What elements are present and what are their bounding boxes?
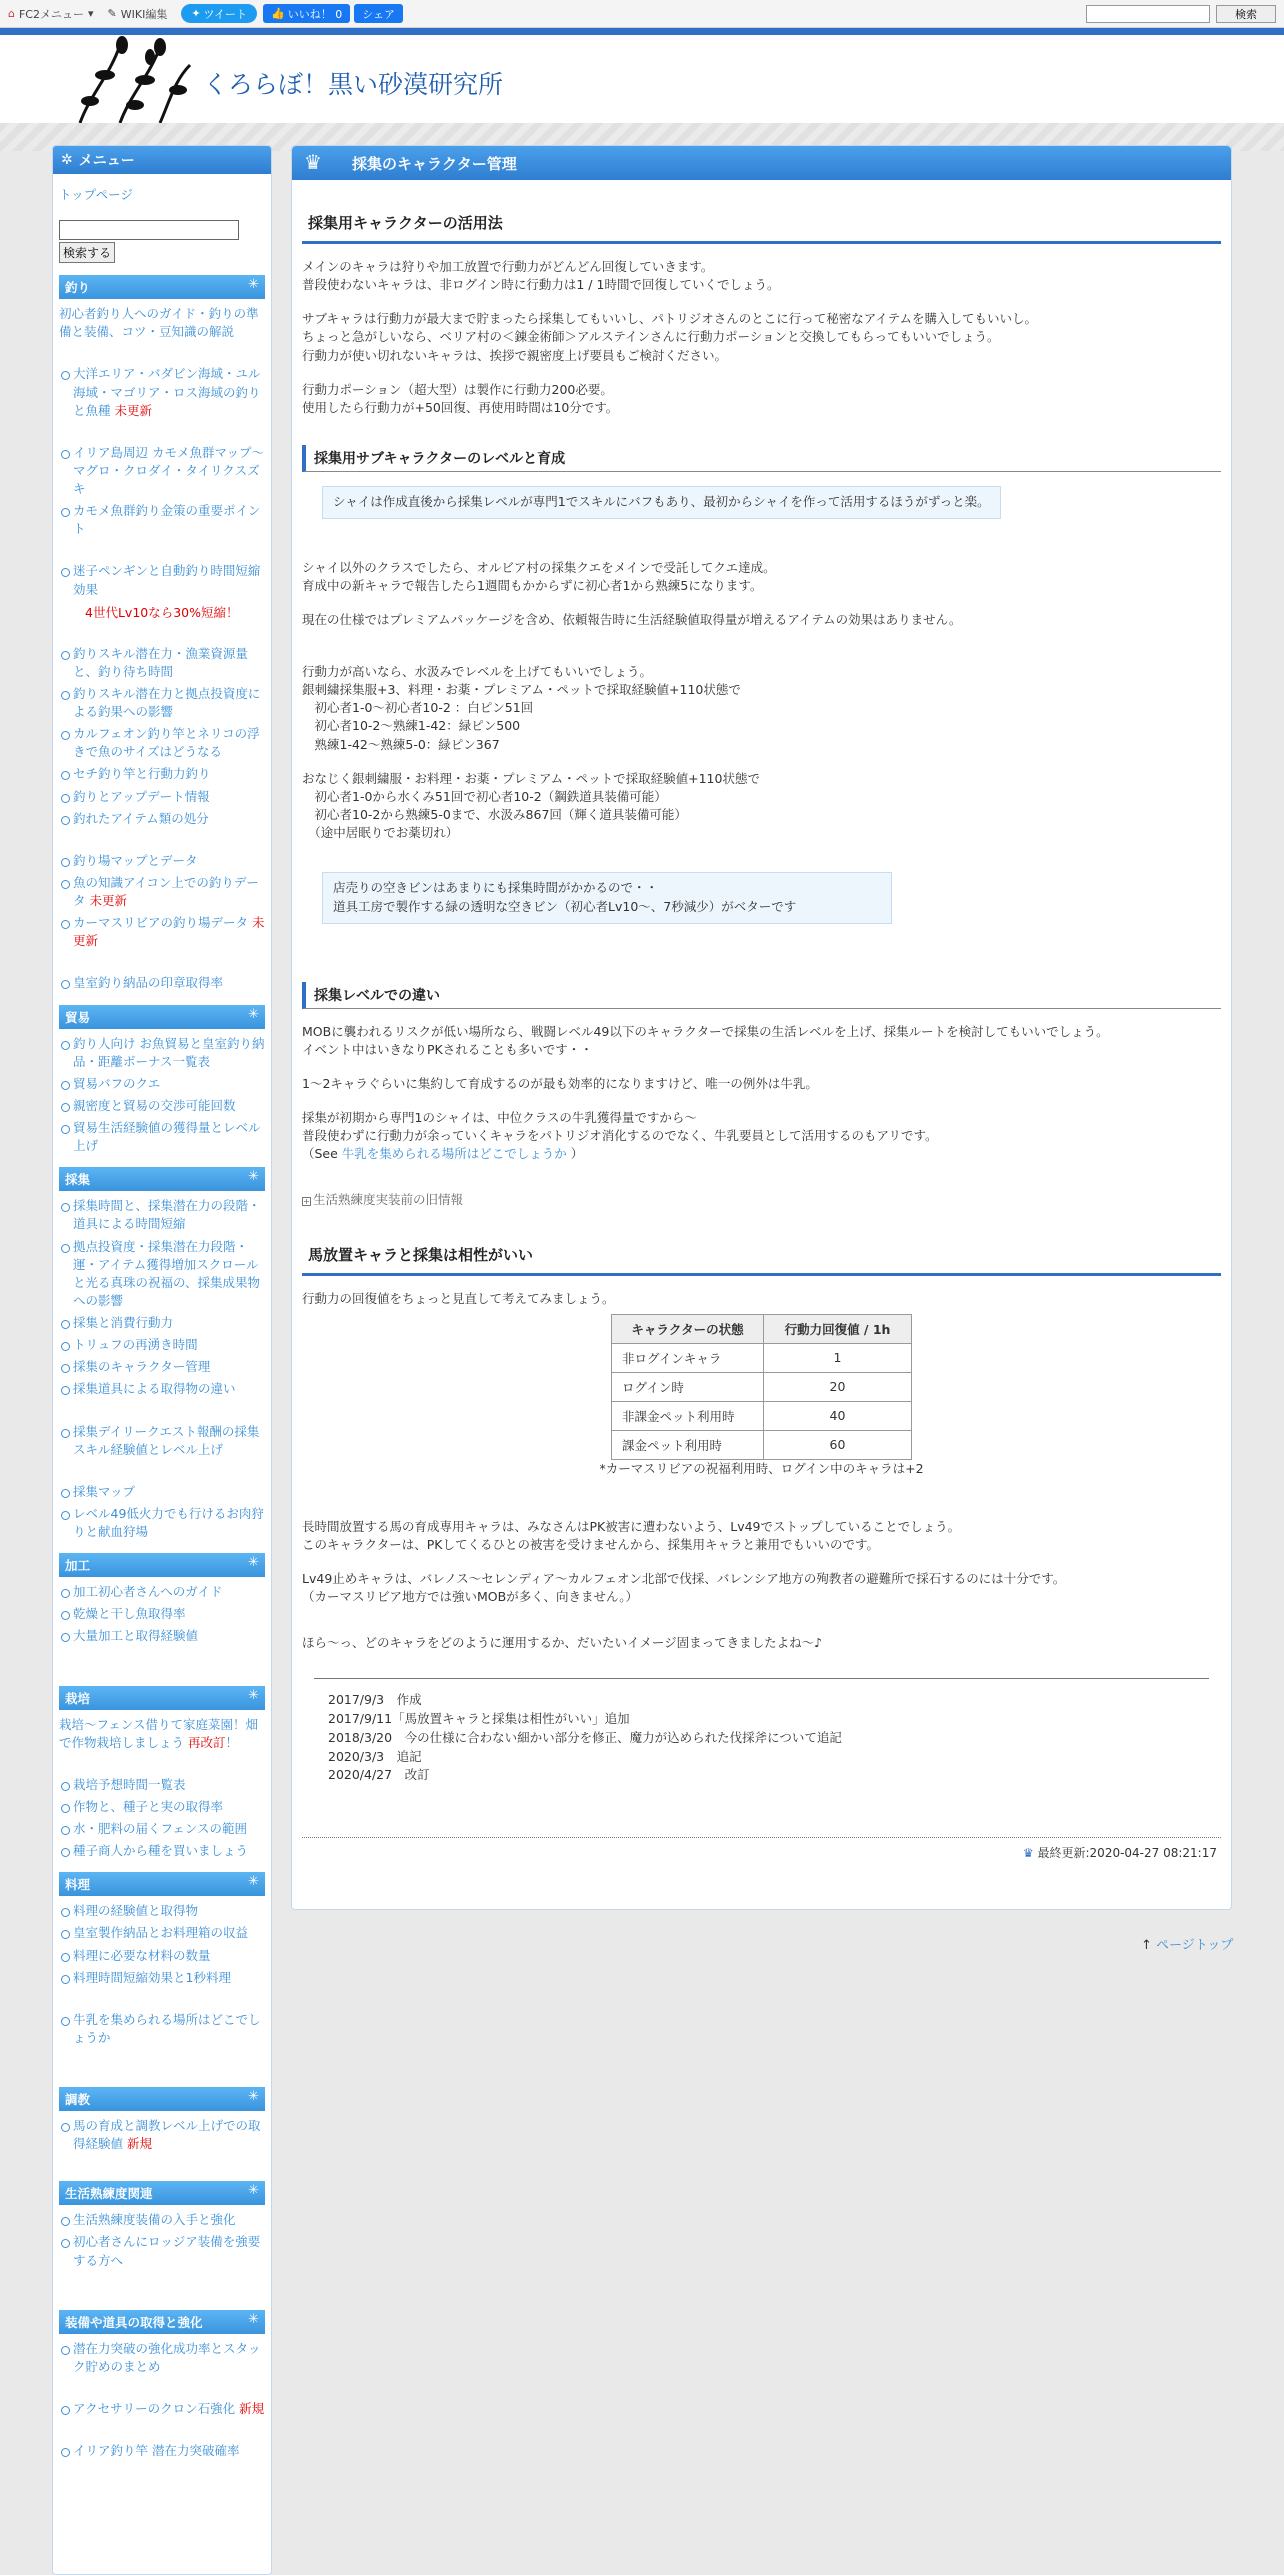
sidebar-item-gather-5[interactable]: 採集のキャラクター管理: [59, 1358, 265, 1376]
sidebar-item-fishing-4[interactable]: 迷子ペンギンと自動釣り時間短縮効果: [59, 562, 265, 598]
top-search: [1086, 5, 1276, 23]
text: 初心者1-0～初心者10-2 ：白ピン51回: [302, 700, 534, 716]
top-search-input[interactable]: [1086, 5, 1210, 23]
sidebar-item-gather-9[interactable]: レベル49低火力でも行けるお肉狩りと献血狩場: [59, 1505, 265, 1541]
sparkle-icon: ✳: [248, 277, 259, 293]
section-equip-header: 装備や道具の取得と強化 ✳: [59, 2310, 265, 2334]
arrow-up-icon: ↑: [1141, 1938, 1152, 1953]
text: 初心者10-2～熟練1-42：緑ピン500: [302, 718, 521, 734]
text: 普段使わずに行動力が余っていくキャラをパトリジオ消化するのでなく、牛乳要員として活用するのもアリです。: [302, 1128, 938, 1144]
text: 採集が初期から専門1のシャイは、中位クラスの牛乳獲得量ですから～: [302, 1110, 697, 1125]
text: ちょっと急がしいなら、ベリア村の＜錬金術師＞アルステインさんに行動力ポーションと交換してもらってもいいでしょう。: [302, 329, 1000, 345]
text: 現在の仕様ではプレミアムパッケージを含め、依頼報告時に生活経験値取得量が増えるアイテムの効果はありません。: [302, 611, 962, 627]
text: シャイ以外のクラスでしたら、オルビア村の採集クエをメインで受託してクエ達成。: [302, 559, 776, 575]
sidebar-item-fishing-13[interactable]: カーマスリビアの釣り場データ 未更新: [59, 914, 265, 950]
fc2-menu[interactable]: ⌂ FC2メニュー ▾: [8, 7, 94, 21]
sidebar-item-craft-2[interactable]: 乾燥と干し魚取得率: [59, 1605, 265, 1623]
sidebar-item-gather-2[interactable]: 拠点投資度・採集潜在力段階・運・アイテム獲得増加スクロールと光る真珠の祝福の、採集成果物への影響: [59, 1238, 265, 1311]
sidebar-item-fishing-14[interactable]: 皇室釣り納品の印章取得率: [59, 974, 265, 992]
chevron-down-icon: ▾: [88, 7, 94, 20]
sidebar-item-fishing-1[interactable]: 大洋エリア・バダビン海域・ユル海域・マゴリア・ロス海域の釣りと魚種 未更新: [59, 365, 265, 419]
text: 銀刺繍採集服+3、料理・お薬・プレミアム・ペットで採取経験値+110状態で: [302, 682, 741, 698]
sidebar-item-cook-1[interactable]: 料理の経験値と取得物: [59, 1902, 265, 1920]
sidebar-item-gather-3[interactable]: 採集と消費行動力: [59, 1314, 265, 1332]
tweet-button[interactable]: ✦ ツイート: [181, 4, 257, 23]
section-farm-header: 栽培 ✳: [59, 1686, 265, 1710]
section-2-title: 採集用サブキャラクターのレベルと育成: [302, 445, 1221, 472]
sidebar-header: ✲ メニュー: [53, 146, 271, 174]
section-fishing-header: 釣り ✳: [59, 275, 265, 299]
main-content: [291, 145, 1232, 1910]
sidebar-item-train-1[interactable]: 馬の育成と調教レベル上げでの取得経験値 新規: [59, 2117, 265, 2153]
sidebar-item-fishing-5[interactable]: 釣りスキル潜在力・漁業資源量と、釣り待ち時間: [59, 645, 265, 681]
sparkle-icon: ✳: [248, 2183, 259, 2199]
text: このキャラクターは、PKしてくるひとの被害を受けませんから、採集用キャラと兼用でもいいのです。: [302, 1536, 879, 1552]
table-header: 行動力回復値 / 1h: [764, 1314, 912, 1343]
floral-logo-icon: [50, 35, 200, 123]
milk-location-link[interactable]: 牛乳を集められる場所はどこでしょうか: [341, 1146, 567, 1162]
section-craft-header: 加工 ✳: [59, 1553, 265, 1577]
bird-icon: ✦: [191, 7, 201, 20]
edit-icon: ✎: [107, 7, 117, 20]
sidebar-item-trade-1[interactable]: 釣り人向け お魚貿易と皇室釣り納品・距離ボーナス一覧表: [59, 1035, 265, 1071]
text: MOBに襲われるリスクが低い場所なら、戦闘レベル49以下のキャラクターで採集の生活レベルを上げ、採集ルートを検討してもいいでしょう。: [302, 1023, 1109, 1039]
sidebar-item-farm-4[interactable]: 種子商人から種を買いましょう: [59, 1842, 265, 1860]
text: 行動力が高いなら、水汲みでレベルを上げてもいいでしょう。: [302, 664, 653, 679]
sidebar-top-page[interactable]: トップページ: [59, 187, 133, 202]
sidebar-item-trade-2[interactable]: 貿易バフのクエ: [59, 1075, 265, 1093]
sidebar-item-fishing-8[interactable]: セチ釣り竿と行動力釣り: [59, 765, 265, 783]
sidebar-item-equip-1[interactable]: 潜在力突破の強化成功率とスタック貯めのまとめ: [59, 2340, 265, 2376]
section-train-header: 調教 ✳: [59, 2087, 265, 2111]
main-header: [292, 146, 1231, 180]
text: イベント中はいきなりPKされることも多いです・・: [302, 1041, 593, 1057]
old-info-toggle[interactable]: + 生活熟練度実装前の旧情報: [303, 1192, 464, 1208]
sidebar-item-fishing-intro[interactable]: 初心者釣り人へのガイド・釣りの準備と装備、コツ・豆知識の解説: [59, 306, 259, 340]
text: サブキャラは行動力が最大まで貯まったら採集してもいいし、パトリジオさんのとこに行って秘密なアイテムを購入してもいいし。: [302, 311, 1038, 327]
sparkle-icon: ✳: [248, 1687, 259, 1703]
note-box: シャイは作成直後から採集レベルが専門1でスキルにバフもあり、最初からシャイを作って活用するほうがずっと楽。: [322, 486, 1001, 519]
section-life-header: 生活熟練度関連 ✳: [59, 2181, 265, 2205]
table-row: 非ログインキャラ 1: [612, 1343, 912, 1372]
sidebar-item-cook-3[interactable]: 料理に必要な材料の数量: [59, 1947, 265, 1965]
sidebar-item-fishing-6[interactable]: 釣りスキル潜在力と拠点投資度による釣果への影響: [59, 685, 265, 721]
text: 熟練1-42～熟練5-0：緑ピン367: [302, 736, 500, 752]
section-trade-header: 貿易 ✳: [59, 1005, 265, 1029]
sidebar-search-button[interactable]: 検索する: [59, 242, 115, 263]
sparkle-icon: ✳: [248, 1006, 259, 1022]
section-1-title: 採集用キャラクターの活用法: [302, 206, 1221, 244]
text: 長時間放置する馬の育成専用キャラは、みなさんはPK被害に遭わないよう、Lv49でストップしていることでしょう。: [302, 1518, 961, 1534]
sidebar-item-cook-2[interactable]: 皇室製作納品とお料理箱の収益: [59, 1924, 265, 1942]
sidebar-item-gather-4[interactable]: トリュフの再湧き時間: [59, 1336, 265, 1354]
sparkle-icon: ✳: [248, 1555, 259, 1571]
text: 行動力ポーション（超大型）は製作に行動力200必要。: [302, 381, 613, 397]
sidebar-search: [59, 220, 265, 263]
header-accent-bar: [0, 28, 1284, 35]
table-note: *カーマスリビアの祝福利用時、ログイン中のキャラは+2: [599, 1460, 924, 1476]
section-cook-header: 料理 ✳: [59, 1872, 265, 1896]
text: Lv49止めキャラは、バレノス～セレンディア～カルフェオン北部で伐採、バレンシア地方の殉教者の避難所で採石するのには十分です。: [302, 1571, 1066, 1586]
sidebar-item-fishing-3[interactable]: カモメ魚群釣り金策の重要ポイント: [59, 502, 265, 538]
page-top-link[interactable]: ↑ ページトップ: [1141, 1938, 1234, 1953]
text: 育成中の新キャラで報告したら1週間もかからずに初心者1から熟練5になります。: [302, 577, 763, 593]
thumbs-up-icon: 👍: [271, 7, 285, 20]
fishing-4-note: 4世代Lv10なら30%短縮！: [85, 604, 239, 620]
like-button[interactable]: 👍 いいね！ 0: [263, 4, 350, 23]
sparkle-icon: ✳: [248, 2311, 259, 2327]
text: （カーマスリビア地方では強いMOBが多く、向きません。）: [302, 1589, 638, 1605]
sidebar-item-farm-1[interactable]: 栽培予想時間一覧表: [59, 1776, 265, 1794]
text: 行動力の回復値をちょっと見直して考えてみましょう。: [302, 1290, 615, 1306]
sidebar-item-fishing-10[interactable]: 釣れたアイテム類の処分: [59, 810, 265, 828]
sidebar-item-craft-1[interactable]: 加工初心者さんへのガイド: [59, 1583, 265, 1601]
text: 使用したら行動力が+50回復、再使用時間は10分です。: [302, 399, 619, 415]
last-updated: ♛ 最終更新:2020-04-27 08:21:17: [302, 1837, 1221, 1867]
text: メインのキャラは狩りや加工放置で行動力がどんどん回復していきます。: [302, 259, 714, 274]
sidebar-item-life-1[interactable]: 生活熟練度装備の入手と強化: [59, 2211, 265, 2229]
sidebar-item-farm-intro[interactable]: 栽培～フェンス借りて家庭菜園！畑で作物栽培しましょう 再改訂！: [59, 1716, 259, 1750]
site-header: [0, 35, 1284, 123]
see-line: （See 牛乳を集められる場所はどこでしょうか ）: [302, 1146, 584, 1162]
table-header: キャラクターの状態: [612, 1314, 764, 1343]
sidebar-item-fishing-12[interactable]: 魚の知識アイコン上での釣りデータ 未更新: [59, 874, 265, 910]
site-title[interactable]: くろらぼ！黒い砂漠研究所: [203, 70, 504, 99]
sparkle-icon: ✳: [248, 1874, 259, 1890]
sidebar-item-fishing-2[interactable]: イリア島周辺 カモメ魚群マップ～マグロ・クロダイ・タイリクスズキ: [59, 444, 265, 498]
sidebar-item-fishing-7[interactable]: カルフェオン釣り竿とネリコの浮きで魚のサイズはどうなる: [59, 725, 265, 761]
sidebar-item-farm-3[interactable]: 水・肥料の届くフェンスの範囲: [59, 1820, 265, 1838]
sidebar-item-gather-7[interactable]: 採集デイリークエスト報酬の採集スキル経験値とレベル上げ: [59, 1423, 265, 1459]
crown-icon: ♛: [1022, 1846, 1034, 1861]
sidebar-search-input[interactable]: [59, 220, 239, 240]
share-button[interactable]: シェア: [354, 4, 403, 23]
table-row: 課金ペット利用時 60: [612, 1430, 912, 1459]
sidebar-item-equip-3[interactable]: イリア釣り竿 潜在力突破確率: [59, 2442, 265, 2460]
sidebar-item-gather-8[interactable]: 採集マップ: [59, 1483, 265, 1501]
sidebar-item-gather-1[interactable]: 採集時間と、採集潜在力の段階・道具による時間短縮: [59, 1197, 265, 1233]
text: ほら～っ、どのキャラをどのように運用するか、だいたいイメージ固まってきましたよね～♪: [302, 1635, 823, 1651]
crown-icon: ♛: [304, 150, 322, 174]
sidebar-item-cook-4[interactable]: 料理時間短縮効果と1秒料理: [59, 1969, 265, 1987]
table-row: ログイン時 20: [612, 1372, 912, 1401]
sparkle-icon: ✳: [248, 2089, 259, 2104]
sidebar-item-craft-3[interactable]: 大量加工と取得経験値: [59, 1627, 265, 1645]
sidebar-item-fishing-9[interactable]: 釣りとアップデート情報: [59, 788, 265, 806]
text: おなじく銀刺繍服・お料理・お薬・プレミアム・ペットで採取経験値+110状態で: [302, 770, 760, 786]
table-row: 非課金ペット利用時 40: [612, 1401, 912, 1430]
wiki-edit-link[interactable]: ✎ WIKI編集: [107, 7, 168, 21]
revision-history: 2017/9/3 作成 2017/9/11「馬放置キャラと採集は相性がいい」追加 2018/3/20 今の仕様に合わない細かい部分を修正、魔力が込められた伐採斧について追記 2020/3/3 追記 2020/4/27 改訂: [314, 1678, 1209, 1797]
text: 普段使わないキャラは、非ログイン時に行動力は1 / 1時間で回復していくでしょう。: [302, 277, 780, 293]
sidebar-item-fishing-11[interactable]: 釣り場マップとデータ: [59, 852, 265, 870]
text: 行動力が使い切れないキャラは、挨拶で親密度上げ要員もご検討ください。: [302, 347, 728, 363]
sidebar-item-equip-2[interactable]: アクセサリーのクロン石強化 新規: [59, 2400, 265, 2418]
star-icon: ✲: [61, 152, 73, 168]
text: 初心者10-2から熟練5-0まで、水汲み867回（輝く道具装備可能）: [302, 806, 687, 822]
sidebar-item-trade-4[interactable]: 貿易生活経験値の獲得量とレベル上げ: [59, 1119, 265, 1155]
home-icon: ⌂: [8, 7, 15, 20]
sparkle-icon: ✳: [248, 1169, 259, 1185]
section-3-title: 採集レベルでの違い: [302, 982, 1221, 1009]
top-search-button[interactable]: 検索: [1216, 5, 1276, 23]
sidebar-item-life-2[interactable]: 初心者さんにロッジア装備を強要する方へ: [59, 2233, 265, 2269]
text: 1～2キャラぐらいに集約して育成するのが最も効率的になりますけど、唯一の例外は牛乳。: [302, 1075, 818, 1091]
text: （途中居眠りでお薬切れ）: [302, 825, 459, 840]
recovery-table: [611, 1314, 912, 1460]
page-title: 採集のキャラクター管理: [352, 154, 517, 173]
plus-box-icon: +: [303, 1197, 310, 1207]
sidebar-item-farm-2[interactable]: 作物と、種子と実の取得率: [59, 1798, 265, 1816]
sidebar: [52, 145, 272, 2575]
text: 初心者1-0から水くみ51回で初心者10-2（鋼鉄道具装備可能）: [302, 788, 667, 804]
note-box-2: 店売りの空きビンはあまりにも採集時間がかかるので・・ 道具工房で製作する緑の透明な空きビン（初心者Lv10～、7秒減少）がベターです: [322, 872, 892, 924]
sidebar-item-trade-3[interactable]: 親密度と貿易の交渉可能回数: [59, 1097, 265, 1115]
sidebar-item-cook-5[interactable]: 牛乳を集められる場所はどこでしょうか: [59, 2011, 265, 2047]
section-gather-header: 採集 ✳: [59, 1167, 265, 1191]
section-4-title: 馬放置キャラと採集は相性がいい: [302, 1238, 1221, 1276]
sidebar-item-gather-6[interactable]: 採集道具による取得物の違い: [59, 1380, 265, 1398]
top-toolbar: [0, 0, 1284, 28]
